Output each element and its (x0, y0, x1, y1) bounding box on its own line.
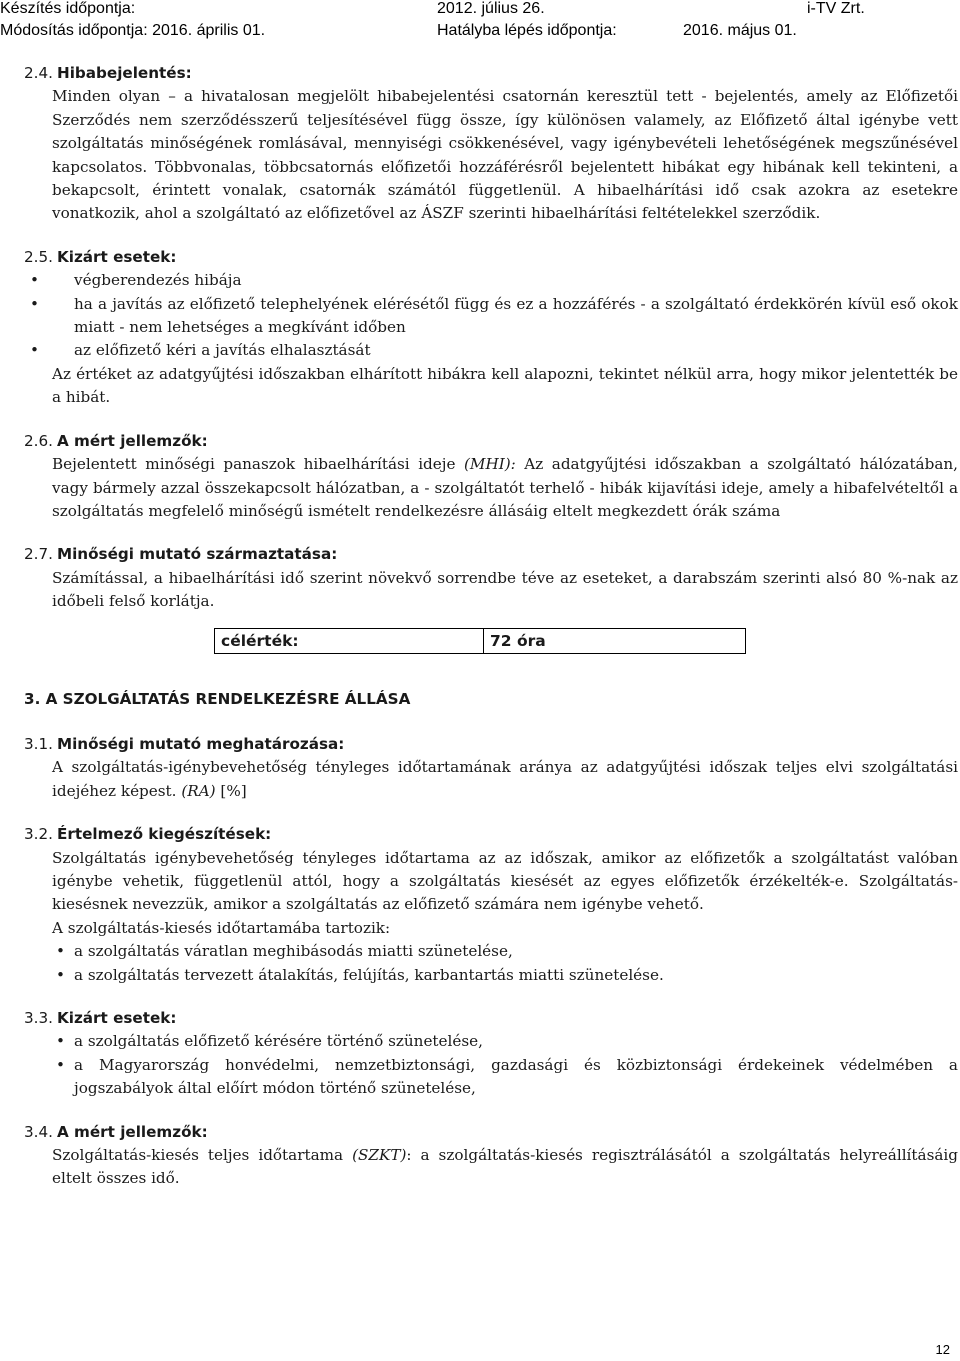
section-2-5-title: 2.5. Kizárt esetek: (24, 247, 177, 266)
section-2-4-text: Minden olyan – a hivatalosan megjelölt hibabejelentési csatornán keresztül tett - bejelentés, amely az Előfizetői Szerződés nem szerződésszerű teljesítésével függ össze, így különösen valamely, az Előfizető által igénybe vett szolgáltatás minőségének romlásával, mennyiségi csökkenésével, vagy igénybevételi lehetőségének megszűnésével kapcsolatos. Többvonalas, többcsatornás előfizetői hozzáférésről bejelentett hibákat egy hibának kell tekinteni, a bekapcsolt, érintett vonalak, csatornák számától függetlenül. A hibaelhárítási idő csak azokra az esetekre vonatkozik, ahol a szolgáltató az előfizetővel az ÁSZF szerinti hibaelhárítási feltételekkel szerződik. (52, 87, 958, 223)
list-item: • végberendezés hibája (24, 269, 958, 292)
section-2-6-text: Bejelentett minőségi panaszok hibaelhárítási ideje (MHI): Az adatgyűjtési időszakban a szolgáltató hálózatában, vagy bármely azzal összekapcsolt hálózatban, a - szolgáltatót terhelő - hibák kijavítási ideje, amely a hibafelvételtől a szolgáltatás megfelelő minőségű ismételt rendelkezésre állásáig eltelt megkezdett órák száma (52, 455, 958, 520)
section-3-2-text: Szolgáltatás igénybevehetőség tényleges időtartama az az időszak, amikor az előfizetők a szolgáltatást valóban igénybe vehetik, függetlenül attól, hogy a szolgáltatás kiesését az egyes előfizetők érzékelték-e. Szolgáltatás-kiesésnek nevezzük, amikor a szolgáltatás az előfizető számára nem igénybe vehető. (52, 848, 958, 914)
section-3-4-text: Szolgáltatás-kiesés teljes időtartama (SZKT): a szolgáltatás-kiesés regisztrálásától a szolgáltatás helyreállításáig eltelt összes idő. (52, 1146, 958, 1188)
list-item: • a szolgáltatás tervezett átalakítás, felújítás, karbantartás miatti szünetelése. (52, 964, 958, 987)
section-2-4-title: 2.4. Hibabejelentés: (24, 64, 192, 82)
company-name: i-TV Zrt. (807, 0, 865, 17)
section-3-1-text: A szolgáltatás-igénybevehetőség tényleges időtartamának aránya az adatgyűjtési időszak teljes elvi szolgáltatási idejéhez képest. (RA) [%] (52, 758, 958, 800)
chapter-3-title: 3. A SZOLGÁLTATÁS RENDELKEZÉSRE ÁLLÁSA (24, 689, 411, 708)
created-label: Készítés időpontja: (0, 0, 136, 17)
list-item: • az előfizető kéri a javítás elhalasztását (24, 339, 958, 362)
page-number: 12 (935, 1342, 950, 1357)
section-3-3-title: 3.3. Kizárt esetek: (24, 1009, 177, 1027)
target-label: célérték: (215, 629, 484, 653)
excluded-cases-list (24, 269, 958, 363)
created-value: 2012. július 26. (437, 0, 545, 17)
list-item: • a szolgáltatás előfizető kérésére történő szünetelése, (52, 1030, 958, 1053)
target-value: 72 óra (490, 631, 546, 650)
list-item: • a Magyarország honvédelmi, nemzetbiztonsági, gazdasági és közbiztonsági érdekeinek védelmében a jogszabályok által előírt módon történő szünetelése, (52, 1054, 958, 1101)
outage-included-list (24, 940, 958, 987)
page-header (0, 0, 960, 44)
section-3-1-title: 3.1. Minőségi mutató meghatározása: (24, 734, 345, 753)
modified-label: Módosítás időpontja: 2016. április 01. (0, 22, 266, 39)
section-2-7-title: 2.7. Minőségi mutató származtatása: (24, 545, 338, 564)
section-2-6-title: 2.6. A mért jellemzők: (24, 431, 208, 450)
section-3-2-title: 3.2. Értelmező kiegészítések: (24, 825, 272, 844)
section-3-2-subtitle: A szolgáltatás-kiesés időtartamába tartozik: (52, 918, 391, 937)
effective-value: 2016. május 01. (683, 22, 797, 39)
list-item: • a szolgáltatás váratlan meghibásodás miatti szünetelése, (52, 940, 958, 963)
effective-label: Hatályba lépés időpontja: (437, 22, 617, 39)
excluded-outage-list (24, 1030, 958, 1100)
document-body (24, 62, 958, 1191)
section-2-7-text: Számítással, a hibaelhárítási idő szerint növekvő sorrendbe téve az eseteket, a darabszám szerinti alsó 80 %-nak az időbeli felső korlátja. (52, 568, 958, 611)
list-item: • ha a javítás az előfizető telephelyének elérésétől függ és ez a hozzáférés - a szolgáltató érdekkörén kívül eső okok miatt - nem lehetséges a megkívánt időben (24, 293, 958, 340)
target-value-table (214, 628, 746, 654)
section-3-4-title: 3.4. A mért jellemzők: (24, 1122, 208, 1141)
section-2-5-text: Az értéket az adatgyűjtési időszakban elhárított hibákra kell alapozni, tekintet nélkül arra, hogy mikor jelentették be a hibát. (52, 364, 958, 407)
